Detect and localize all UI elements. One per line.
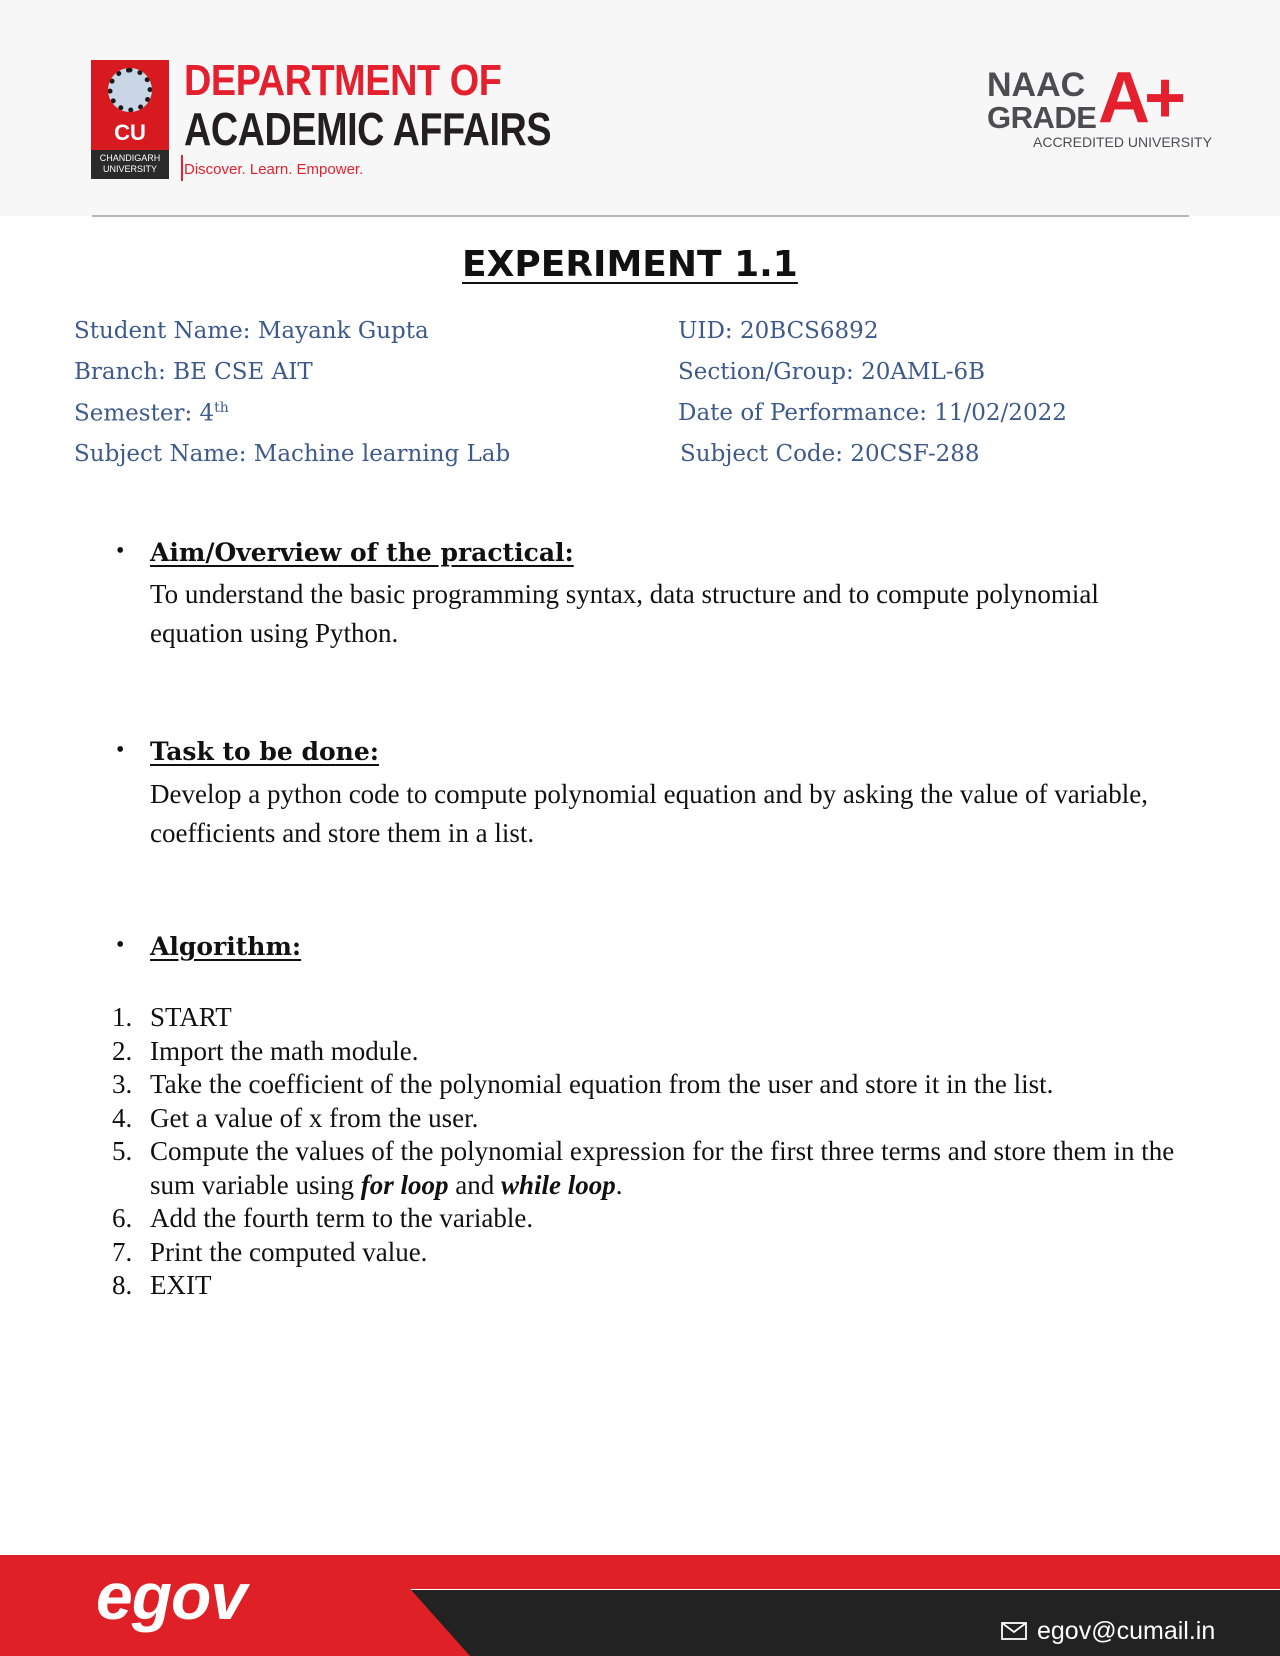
- list-item: [112, 1135, 1202, 1202]
- list-item: [112, 1102, 1202, 1136]
- section-group: Section/Group: 20AML-6B: [678, 359, 986, 385]
- header-divider: [92, 215, 1189, 217]
- task-body: Develop a python code to compute polynomial equation and by asking the value of variable, coefficients and store them in a list.: [150, 779, 1148, 848]
- step-number: 8.: [112, 1270, 133, 1300]
- list-item: [112, 1269, 1202, 1303]
- step-text-part: .: [615, 1169, 623, 1200]
- branch: Branch: BE CSE AIT: [74, 359, 313, 385]
- footer-email[interactable]: egov@cumail.in: [1037, 1617, 1216, 1645]
- step-number: 5.: [112, 1136, 133, 1166]
- step-emphasis: for loop: [360, 1169, 449, 1200]
- student-uid: UID: 20BCS6892: [678, 318, 879, 344]
- tagline: Discover. Learn. Empower.: [184, 161, 364, 178]
- list-item: [112, 1035, 1202, 1069]
- step-number: 6.: [112, 1203, 133, 1233]
- step-number: 4.: [112, 1102, 133, 1133]
- date-of-performance: Date of Performance: 11/02/2022: [678, 400, 1067, 426]
- step-text: Add the fourth term to the variable.: [150, 1203, 534, 1233]
- list-item: [112, 1202, 1202, 1236]
- step-text-part: and: [448, 1169, 501, 1200]
- grade-label: GRADE: [987, 100, 1097, 135]
- step-text: Take the coefficient of the polynomial equation from the user and store it in the list.: [150, 1069, 1054, 1099]
- task-heading: Task to be done:: [150, 737, 379, 766]
- step-number: 3.: [112, 1069, 133, 1099]
- step-text: Import the math module.: [150, 1035, 419, 1066]
- step-number: 2.: [112, 1035, 133, 1066]
- bullet-icon: •: [116, 538, 125, 564]
- student-name: Student Name: Mayank Gupta: [74, 318, 429, 344]
- logo-university-text: CHANDIGARH UNIVERSITY: [99, 153, 161, 174]
- tagline-divider: [181, 155, 183, 181]
- step-text: Print the computed value.: [150, 1236, 428, 1267]
- semester-text: Semester: 4: [74, 400, 215, 427]
- mail-icon: [1001, 1622, 1027, 1640]
- algorithm-steps: [112, 1001, 1202, 1303]
- step-number: 1.: [112, 1002, 133, 1032]
- step-text: EXIT: [150, 1270, 212, 1300]
- bullet-icon: •: [116, 737, 125, 763]
- naac-label: NAAC: [987, 66, 1086, 104]
- list-item: [112, 1001, 1202, 1035]
- step-emphasis: while loop: [500, 1169, 616, 1200]
- chandigarh-university-logo: [91, 60, 169, 179]
- semester: [74, 400, 229, 427]
- algorithm-heading: Algorithm:: [150, 932, 302, 961]
- accredited-label: ACCREDITED UNIVERSITY: [1033, 134, 1212, 150]
- semester-suffix: th: [214, 400, 229, 416]
- step-text: [150, 1135, 1202, 1202]
- subject-code: Subject Code: 20CSF-288: [680, 441, 980, 467]
- step-text: START: [150, 1002, 232, 1032]
- list-item: [112, 1236, 1202, 1270]
- bullet-icon: •: [116, 932, 125, 958]
- list-item: [112, 1068, 1202, 1102]
- egov-logo: egov: [96, 1559, 247, 1633]
- gear-emblem-icon: [108, 68, 152, 112]
- department-title-line1: DEPARTMENT OF: [184, 56, 502, 105]
- grade-a-plus: A+: [1098, 58, 1181, 138]
- department-title-line2: ACADEMIC AFFAIRS: [184, 103, 552, 155]
- subject-name: Subject Name: Machine learning Lab: [74, 441, 511, 467]
- step-text: Get a value of x from the user.: [150, 1102, 479, 1133]
- aim-heading: Aim/Overview of the practical:: [150, 538, 574, 567]
- page-title: EXPERIMENT 1.1: [462, 244, 798, 285]
- aim-body: To understand the basic programming syntax, data structure and to compute polynomial equation using Python.: [150, 579, 1099, 648]
- step-number: 7.: [112, 1236, 133, 1267]
- step-text-part: Compute the values of the polynomial expression for the first three terms and store them in the sum variable using: [150, 1136, 1175, 1200]
- logo-cu-text: CU: [114, 120, 146, 145]
